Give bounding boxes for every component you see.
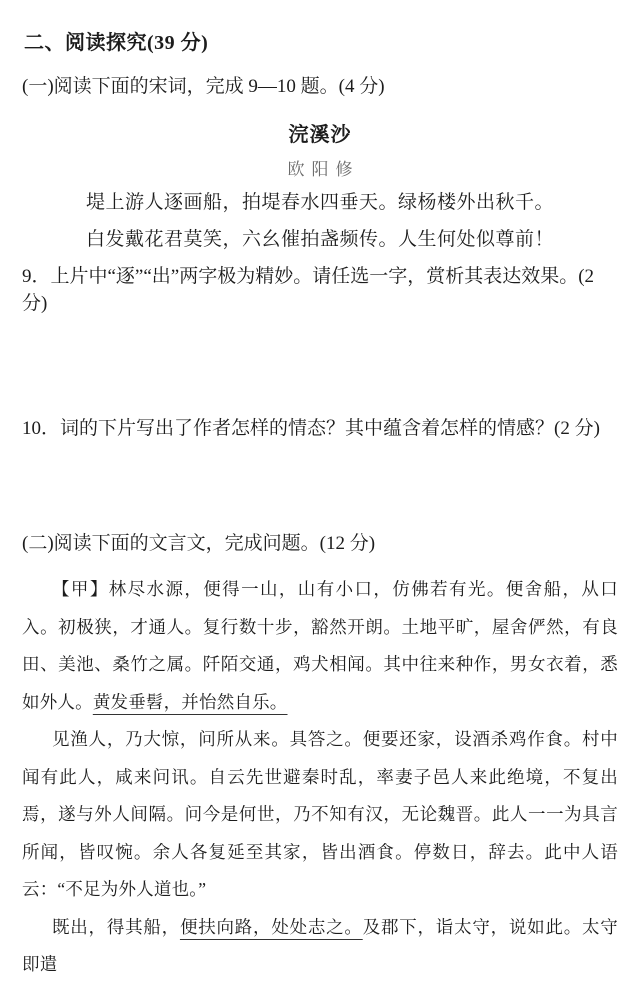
classical-passage <box>22 571 618 984</box>
question-10: 10．词的下片写出了作者怎样的情态？其中蕴含着怎样的情感？(2 分) <box>22 418 600 439</box>
section-heading: 二、阅读探究(39 分) <box>24 32 209 54</box>
question-9: 9．上片中“逐”“出”两字极为精妙。请任选一字，赏析其表达效果。(2 分) <box>22 266 595 314</box>
passage-label-jia: 【甲】 <box>52 579 109 599</box>
passage-paragraph-2: 见渔人，乃大惊，问所从来。具答之。便要还家，设酒杀鸡作食。村中闻有此人，咸来问讯。自云先世避秦时乱，率妻子邑人来此绝境，不复出焉，遂与外人间隔。问今是何世，乃不知有汉，无论魏晋。此人一一为具言所闻，皆叹惋。余人各复延至其家，皆出酒食。停数日，辞去。此中人语云：“不足为外人道也。” <box>22 729 618 899</box>
underlined-phrase-2: 便扶向路，处处志之。 <box>179 916 363 937</box>
part2-intro: (二)阅读下面的文言文，完成问题。(12 分) <box>22 533 376 554</box>
underlined-phrase-1: 黄发垂髫，并怡然自乐。 <box>92 691 288 712</box>
passage-paragraph-3-post: 及郡下，诣太守，说如此。太守即遣 <box>22 916 618 974</box>
poem-line-1: 堤上游人逐画船，拍堤春水四垂天。绿杨楼外出秋千。 <box>85 192 554 213</box>
passage-paragraph-1-text: 林尽水源，便得一山，山有小口，仿佛若有光。便舍船，从口入。初极狭，才通人。复行数十步，豁然开朗。土地平旷，屋舍俨然，有良田、美池、桑竹之属。阡陌交通，鸡犬相闻。其中往来种作，男女衣着，悉如外人。 <box>22 579 618 712</box>
poem-author: 欧阳修 <box>287 160 360 179</box>
passage-paragraph-3 <box>22 909 618 984</box>
part1-intro: (一)阅读下面的宋词，完成 9—10 题。(4 分) <box>22 76 385 97</box>
answer-space-question-10 <box>22 442 618 531</box>
poem-line-2: 白发戴花君莫笑，六幺催拍盏频传。人生何处似尊前！ <box>85 229 554 250</box>
passage-paragraph-3-pre: 既出，得其船， <box>52 916 180 937</box>
poem-title: 浣溪沙 <box>288 124 352 146</box>
answer-space-question-9 <box>22 317 618 405</box>
passage-paragraph-1 <box>22 571 618 721</box>
